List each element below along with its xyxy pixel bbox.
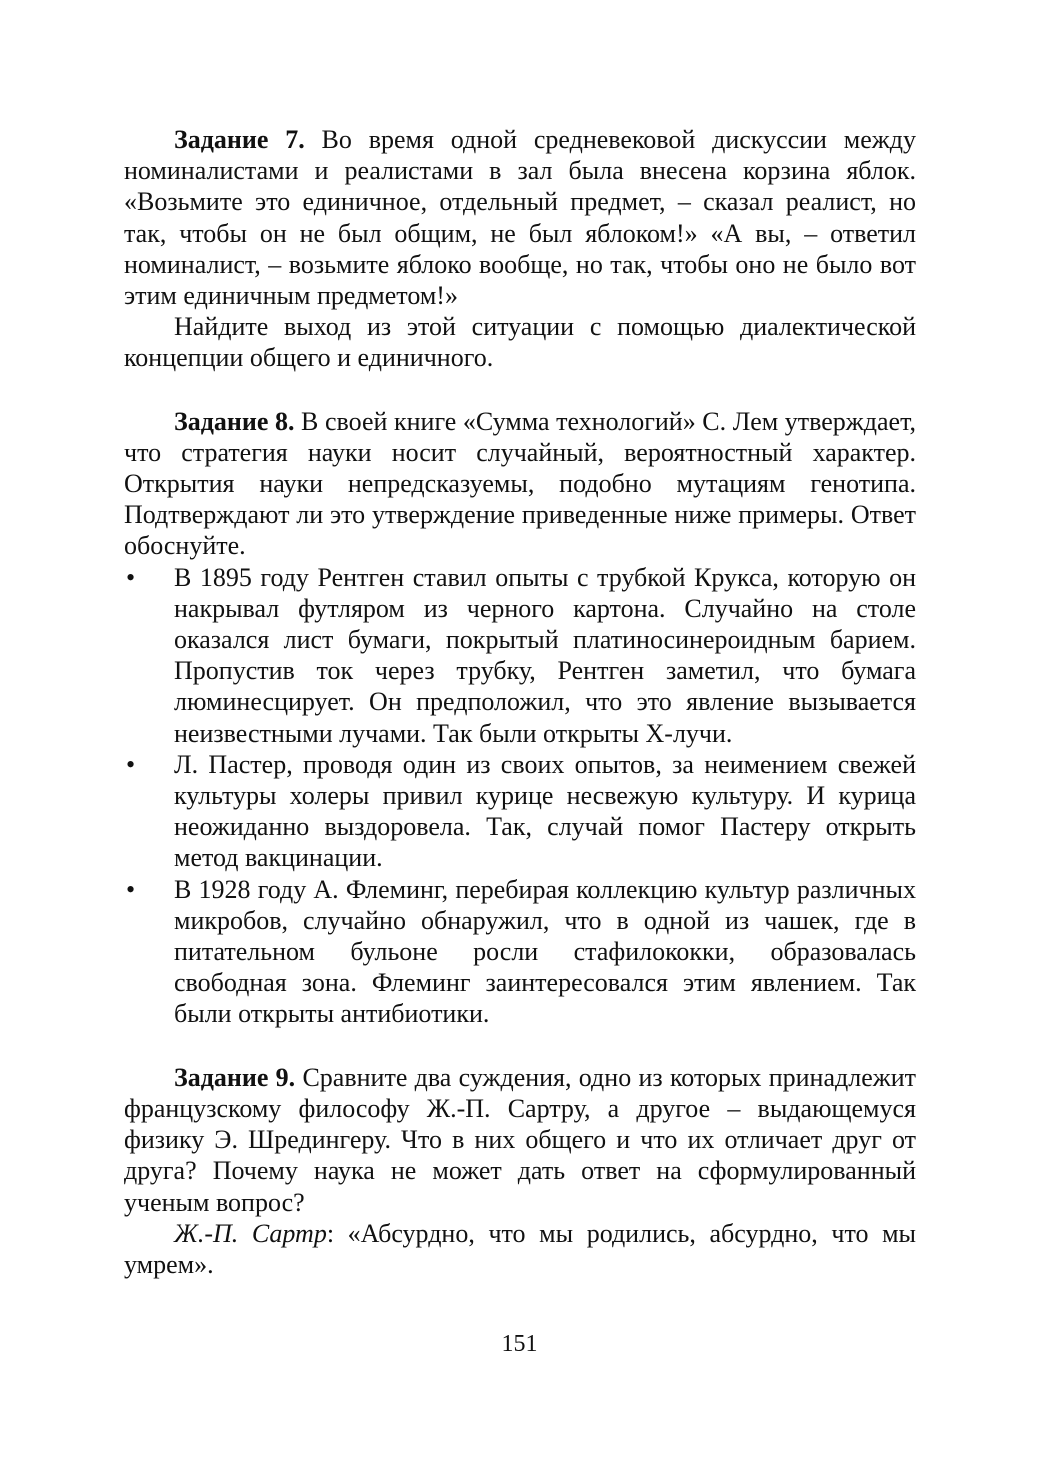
bullet-icon: •	[126, 749, 136, 779]
page-number: 151	[501, 1331, 538, 1357]
task-7-text: Во время одной средневековой дискуссии между номиналистами и реалистами в зал была внесена корзина яблок. «Возьмите это единичное, отдельный предмет, – сказал реалист, но так, чтобы он не был общим, не был яблоком!» «А вы, – ответил номиналист, – возьмите яблоко вообще, но так, чтобы оно не было вот этим единичным предметом!»	[124, 125, 916, 311]
section-gap	[124, 1030, 916, 1062]
list-item	[124, 562, 916, 749]
section-gap	[124, 374, 916, 406]
task-9-label: Задание 9.	[174, 1062, 296, 1092]
task-7-label: Задание 7.	[174, 125, 305, 154]
task-9-text: Сравните два суждения, одно из которых принадлежит французскому философу Ж.-П. Сартру, а другое – выдающемуся физику Э. Шредингеру. Что в них общего и что их отличает друг от друга? Почему наука не может дать ответ на сформулированный ученым вопрос?	[124, 1062, 916, 1217]
quote-author: Ж.-П. Сартр	[174, 1218, 327, 1248]
bullet-icon: •	[126, 562, 136, 592]
task-8-paragraph	[124, 406, 916, 562]
list-item-text: Л. Пастер, проводя один из своих опытов, за неимением свежей культуры холеры привил курице несвежую культуру. И курица неожиданно выздоровела. Так, случай помог Пастеру открыть метод вакцинации.	[174, 749, 916, 873]
task-7-question: Найдите выход из этой ситуации с помощью диалектической концепции общего и единичного.	[124, 312, 916, 373]
task-8-examples-list	[124, 562, 916, 1030]
list-item-text: В 1928 году А. Флеминг, перебирая коллекцию культур различных микробов, случайно обнаружил, что в одной из чашек, где в питательном бульоне росли стафилококки, образовалась свободная зона. Флеминг заинтересовался этим явлением. Так были открыты антибиотики.	[174, 874, 916, 1029]
task-9-paragraph	[124, 1062, 916, 1218]
quote-text: : «Абсурдно, что мы родились, абсурдно, что мы умрем».	[124, 1218, 916, 1279]
bullet-icon: •	[126, 874, 136, 904]
list-item	[124, 874, 916, 1030]
task-7-paragraph	[124, 124, 916, 311]
task-8-label: Задание 8.	[174, 406, 295, 436]
task-9-quote	[124, 1218, 916, 1280]
task-8-text: В своей книге «Сумма технологий» С. Лем утверждает, что стратегия науки носит случайный, вероятностный характер. Открытия науки непредсказуемы, подобно мутациям генотипа. Подтверждают ли это утверждение приведенные ниже примеры. Ответ обоснуйте.	[124, 406, 916, 561]
list-item	[124, 749, 916, 874]
list-item-text: В 1895 году Рентген ставил опыты с трубкой Крукса, которую он накрывал футляром из черного картона. Случайно на столе оказался лист бумаги, покрытый платиносинероидным барием. Пропустив ток через трубку, Рентген заметил, что бумага люминесцирует. Он предположил, что это явление вызывается неизвестными лучами. Так были открыты X-лучи.	[174, 562, 916, 748]
page-content	[124, 124, 916, 1280]
